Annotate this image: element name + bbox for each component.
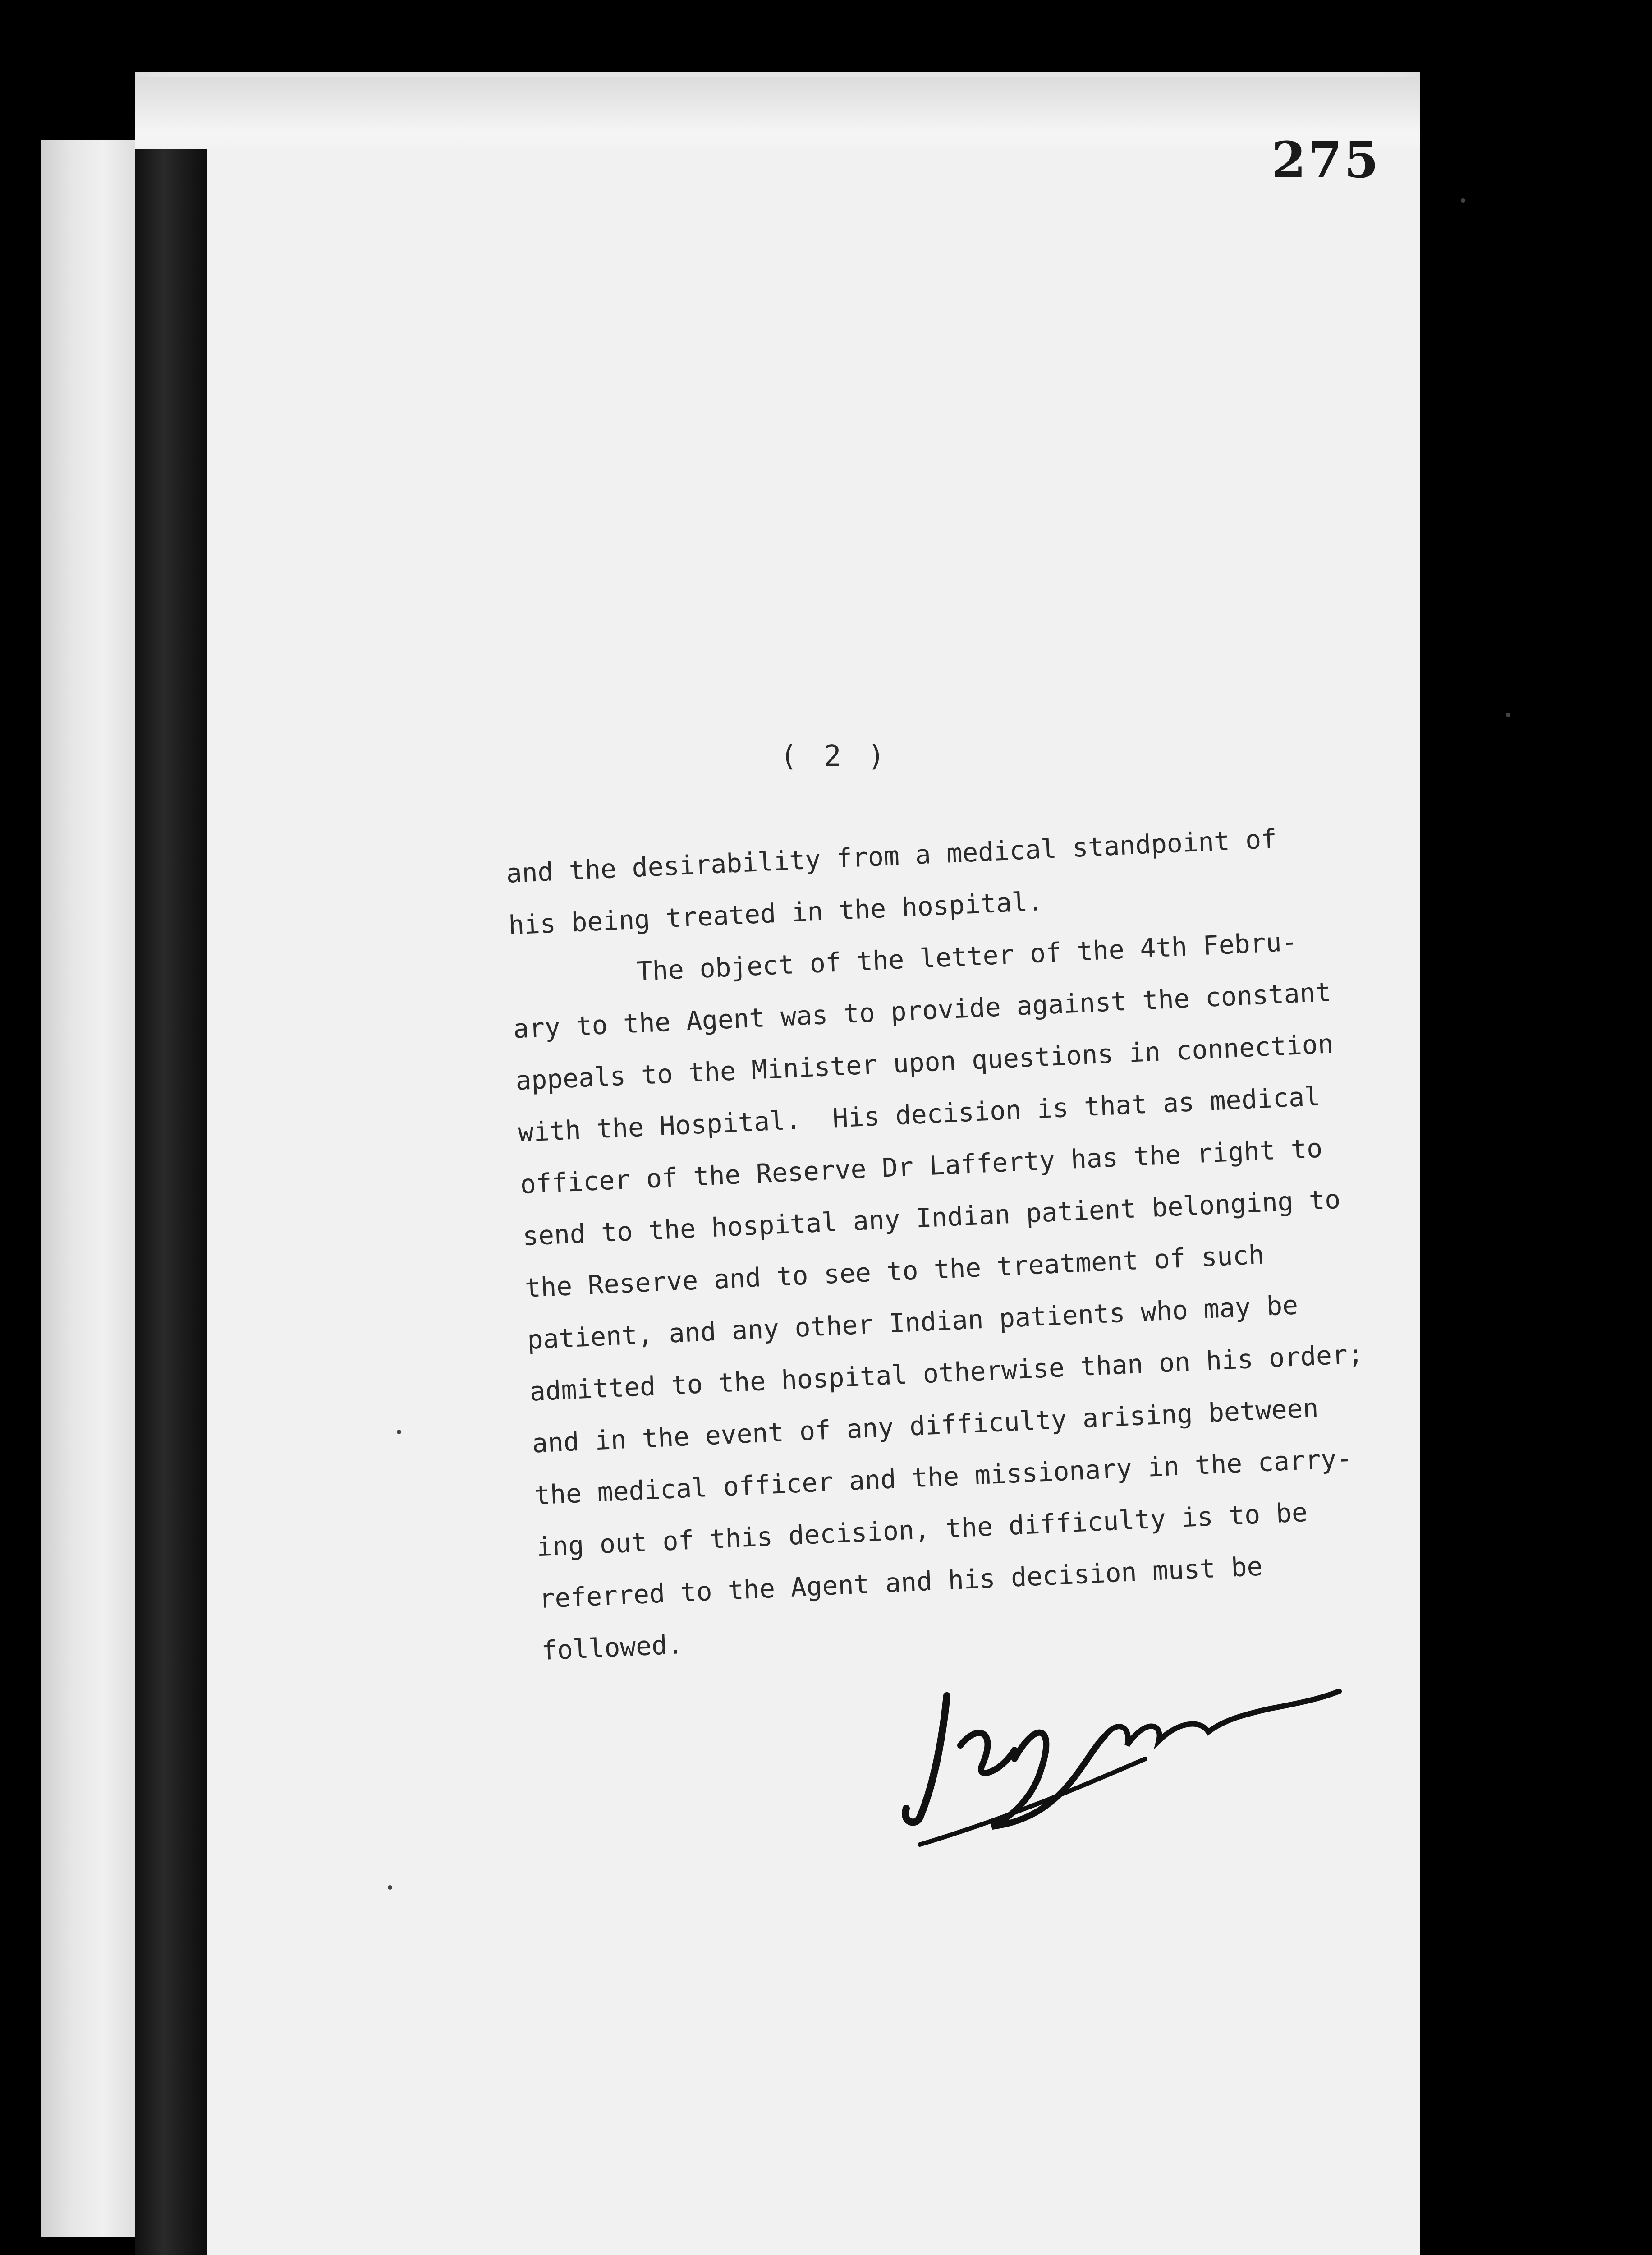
body-line: admitted to the hospital otherwise than on his order;: [529, 1338, 1364, 1407]
body-line: ary to the Agent was to provide against the constant: [512, 976, 1332, 1045]
film-speck: [397, 1430, 401, 1434]
film-speck: [1506, 713, 1510, 717]
body-line: and the desirability from a medical standpoint of: [505, 823, 1278, 889]
film-left-strip: [41, 140, 144, 2237]
film-speck: [1461, 198, 1465, 203]
body-line: The object of the letter of the 4th Febru-: [510, 926, 1298, 993]
body-line: the medical officer and the missionary in the carry-: [533, 1443, 1353, 1511]
body-line: his being treated in the hospital.: [508, 886, 1044, 941]
body-line: patient, and any other Indian patients who may be: [526, 1289, 1299, 1355]
letter-body: [505, 808, 1425, 1677]
body-line: officer of the Reserve Dr Lafferty has the right to: [519, 1132, 1323, 1200]
body-line: and in the event of any difficulty arising between: [531, 1392, 1319, 1459]
film-speck: [388, 1885, 392, 1890]
page-number: 275: [1271, 131, 1381, 189]
body-line: send to the hospital any Indian patient belonging to: [522, 1183, 1341, 1252]
section-number: ( 2 ): [780, 740, 890, 773]
body-line: ing out of this decision, the difficulty is to be: [536, 1496, 1308, 1563]
handwritten-signature: [893, 1669, 1344, 1858]
body-line: followed.: [541, 1629, 684, 1666]
binding-shadow: [135, 149, 207, 2255]
body-line: referred to the Agent and his decision must be: [538, 1551, 1263, 1615]
body-line: with the Hospital. His decision is that as medical: [517, 1081, 1321, 1148]
body-line: the Reserve and to see to the treatment of such: [524, 1239, 1265, 1303]
body-line: appeals to the Minister upon questions in connection: [514, 1028, 1334, 1096]
